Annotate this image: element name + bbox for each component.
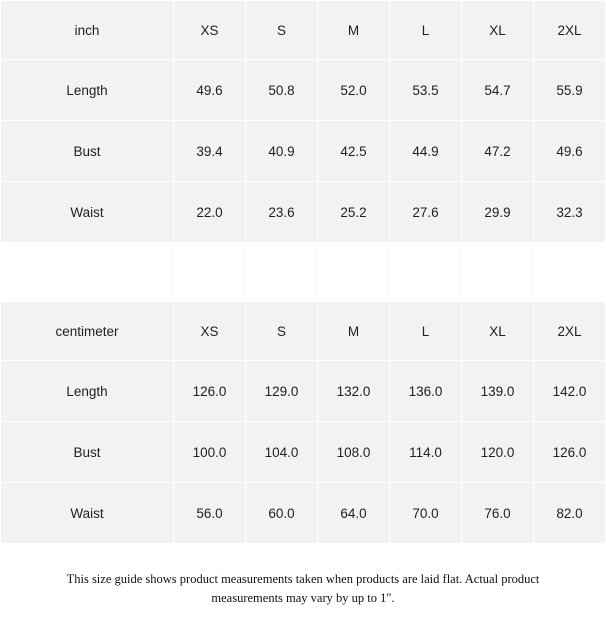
cell-length-2xl: 142.0 [534, 361, 606, 422]
cell-waist-xl: 29.9 [462, 182, 534, 243]
cell-bust-2xl: 126.0 [534, 422, 606, 483]
column-header-l: L [390, 302, 462, 361]
table-separator [0, 243, 606, 301]
cell-length-m: 52.0 [318, 60, 390, 121]
row-label-waist: Waist [1, 182, 174, 243]
cell-bust-xl: 47.2 [462, 121, 534, 182]
cell-bust-s: 40.9 [246, 121, 318, 182]
column-header-xs: XS [174, 1, 246, 60]
cell-length-l: 136.0 [390, 361, 462, 422]
cell-waist-s: 60.0 [246, 483, 318, 544]
cell-bust-xl: 120.0 [462, 422, 534, 483]
size-table-centimeter [0, 301, 606, 544]
table-header-row [1, 1, 606, 60]
cell-waist-m: 64.0 [318, 483, 390, 544]
column-header-l: L [390, 1, 462, 60]
cell-bust-l: 44.9 [390, 121, 462, 182]
cell-waist-2xl: 82.0 [534, 483, 606, 544]
cell-waist-2xl: 32.3 [534, 182, 606, 243]
column-header-m: M [318, 1, 390, 60]
column-header-xl: XL [462, 302, 534, 361]
size-table-inch [0, 0, 606, 243]
cell-bust-s: 104.0 [246, 422, 318, 483]
cell-length-xs: 126.0 [174, 361, 246, 422]
cell-length-s: 50.8 [246, 60, 318, 121]
cell-waist-xs: 22.0 [174, 182, 246, 243]
row-label-bust: Bust [1, 121, 174, 182]
cell-length-l: 53.5 [390, 60, 462, 121]
cell-bust-l: 114.0 [390, 422, 462, 483]
column-header-m: M [318, 302, 390, 361]
cell-bust-xs: 39.4 [174, 121, 246, 182]
table-header-row [1, 302, 606, 361]
cell-waist-xs: 56.0 [174, 483, 246, 544]
cell-length-2xl: 55.9 [534, 60, 606, 121]
column-header-s: S [246, 302, 318, 361]
row-label-length: Length [1, 60, 174, 121]
unit-label-centimeter: centimeter [1, 302, 174, 361]
cell-waist-m: 25.2 [318, 182, 390, 243]
cell-bust-xs: 100.0 [174, 422, 246, 483]
table-row [1, 361, 606, 422]
cell-bust-m: 108.0 [318, 422, 390, 483]
cell-waist-l: 70.0 [390, 483, 462, 544]
row-label-bust: Bust [1, 422, 174, 483]
cell-length-xl: 139.0 [462, 361, 534, 422]
table-row [1, 182, 606, 243]
cell-bust-m: 42.5 [318, 121, 390, 182]
cell-bust-2xl: 49.6 [534, 121, 606, 182]
table-row [1, 422, 606, 483]
column-header-2xl: 2XL [534, 302, 606, 361]
column-header-2xl: 2XL [534, 1, 606, 60]
cell-length-xs: 49.6 [174, 60, 246, 121]
table-row [1, 483, 606, 544]
cell-length-s: 129.0 [246, 361, 318, 422]
cell-waist-l: 27.6 [390, 182, 462, 243]
unit-label-inch: inch [1, 1, 174, 60]
table-row [1, 121, 606, 182]
cell-waist-s: 23.6 [246, 182, 318, 243]
column-header-s: S [246, 1, 318, 60]
size-guide-footnote: This size guide shows product measurements taken when products are laid flat. Actual product measurements may vary by up to 1". [66, 572, 540, 606]
row-label-length: Length [1, 361, 174, 422]
cell-length-xl: 54.7 [462, 60, 534, 121]
column-header-xs: XS [174, 302, 246, 361]
cell-waist-xl: 76.0 [462, 483, 534, 544]
table-row [1, 60, 606, 121]
column-header-xl: XL [462, 1, 534, 60]
row-label-waist: Waist [1, 483, 174, 544]
cell-length-m: 132.0 [318, 361, 390, 422]
